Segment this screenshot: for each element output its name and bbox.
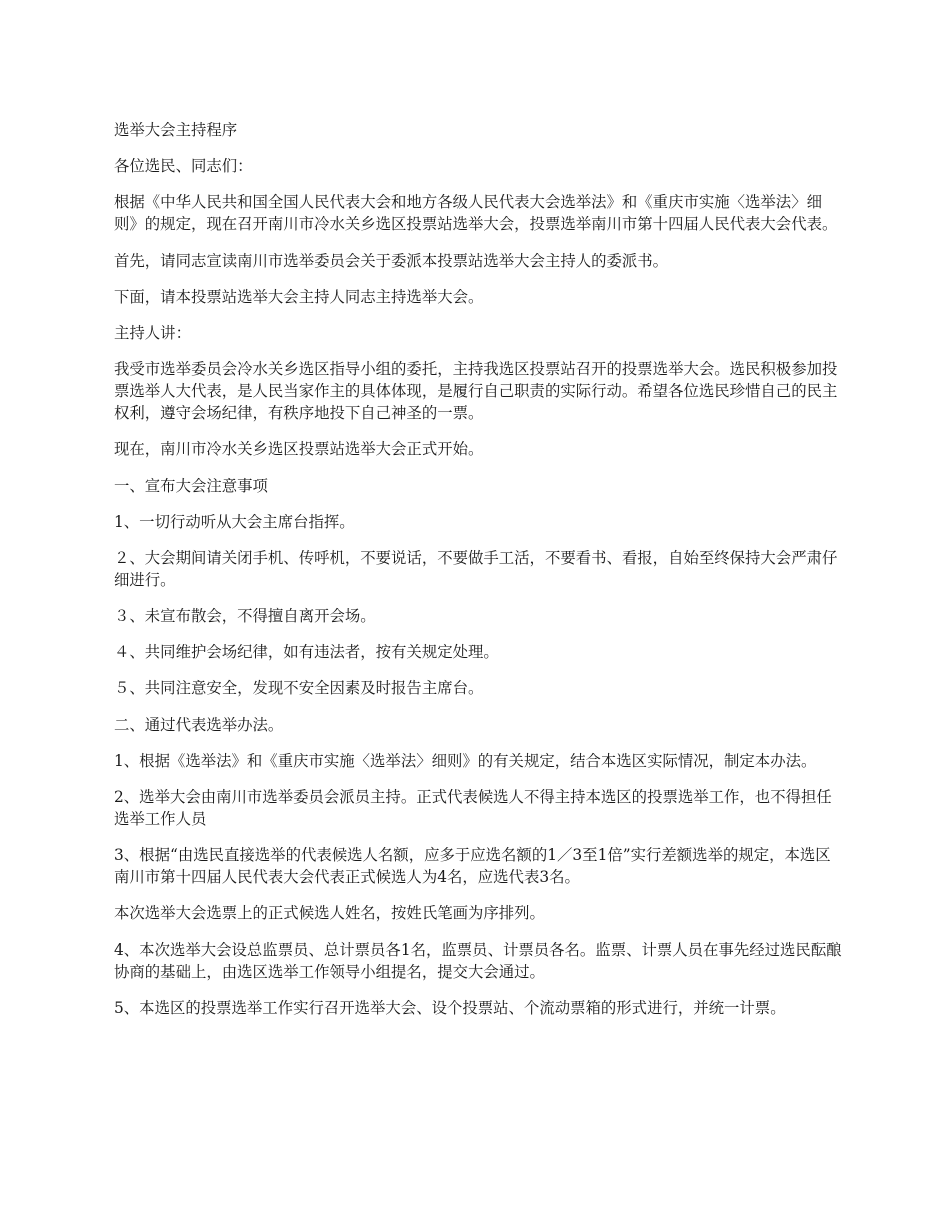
document-title: 选举大会主持程序 [114, 121, 238, 139]
salutation: 各位选民、同志们： [114, 157, 253, 176]
paragraph: 本次选举大会选票上的正式候选人姓名，按姓氏笔画为序排列。 [114, 904, 545, 923]
paragraph: 现在，南川市冷水关乡选区投票站选举大会正式开始。 [114, 440, 484, 459]
paragraph: 下面，请本投票站选举大会主持人同志主持选举大会。 [114, 287, 484, 306]
list-item: 4、本次选举大会设总监票员、总计票员各1名，监票员、计票员各名。监票、计票人员在事先经过选民酝酿协商的基础上，由选区选举工作领导小组提名，提交大会通过。 [114, 940, 842, 981]
list-item: 3、根据“由选民直接选举的代表候选人名额，应多于应选名额的1／3至1倍”实行差额选举的规定，本选区南川市第十四届人民代表大会代表正式候选人为4名，应选代表3名。 [114, 846, 831, 887]
list-item: ３、未宣布散会，不得擅自离开会场。 [114, 607, 376, 626]
list-item: ４、共同维护会场纪律，如有违法者，按有关规定处理。 [114, 643, 499, 662]
section-heading: 二、通过代表选举办法。 [114, 715, 284, 734]
list-item: 1、根据《选举法》和《重庆市实施〈选举法〉细则》的有关规定，结合本选区实际情况，制定本办法。 [114, 751, 817, 770]
list-item: 5、本选区的投票选举工作实行召开选举大会、设个投票站、个流动票箱的形式进行，并统一计票。 [114, 998, 786, 1017]
section-heading: 一、宣布大会注意事项 [114, 476, 268, 495]
paragraph: 根据《中华人民共和国全国人民代表大会和地方各级人民代表大会选举法》和《重庆市实施〈选举法〉细则》的规定，现在召开南川市冷水关乡选区投票站选举大会，投票选举南川市第十四届人民代表大会代表。 [114, 193, 838, 234]
list-item: 1、一切行动听从大会主席台指挥。 [114, 512, 355, 531]
list-item: ２、大会期间请关闭手机、传呼机，不要说话，不要做手工活，不要看书、看报，自始至终保持大会严肃仔细进行。 [114, 548, 838, 589]
paragraph: 我受市选举委员会冷水关乡选区指导小组的委托，主持我选区投票站召开的投票选举大会。选民积极参加投票选举人大代表，是人民当家作主的具体体现，是履行自己职责的实际行动。希望各位选民珍惜自己的民主权利，遵守会场纪律，有秩序地投下自己神圣的一票。 [114, 360, 838, 423]
document-body [114, 119, 844, 1033]
list-item: ５、共同注意安全，发现不安全因素及时报告主席台。 [114, 679, 484, 698]
paragraph: 主持人讲： [114, 323, 191, 342]
paragraph: 首先，请同志宣读南川市选举委员会关于委派本投票站选举大会主持人的委派书。 [114, 251, 669, 270]
list-item: 2、选举大会由南川市选举委员会派员主持。正式代表候选人不得主持本选区的投票选举工作，也不得担任选举工作人员 [114, 788, 832, 828]
